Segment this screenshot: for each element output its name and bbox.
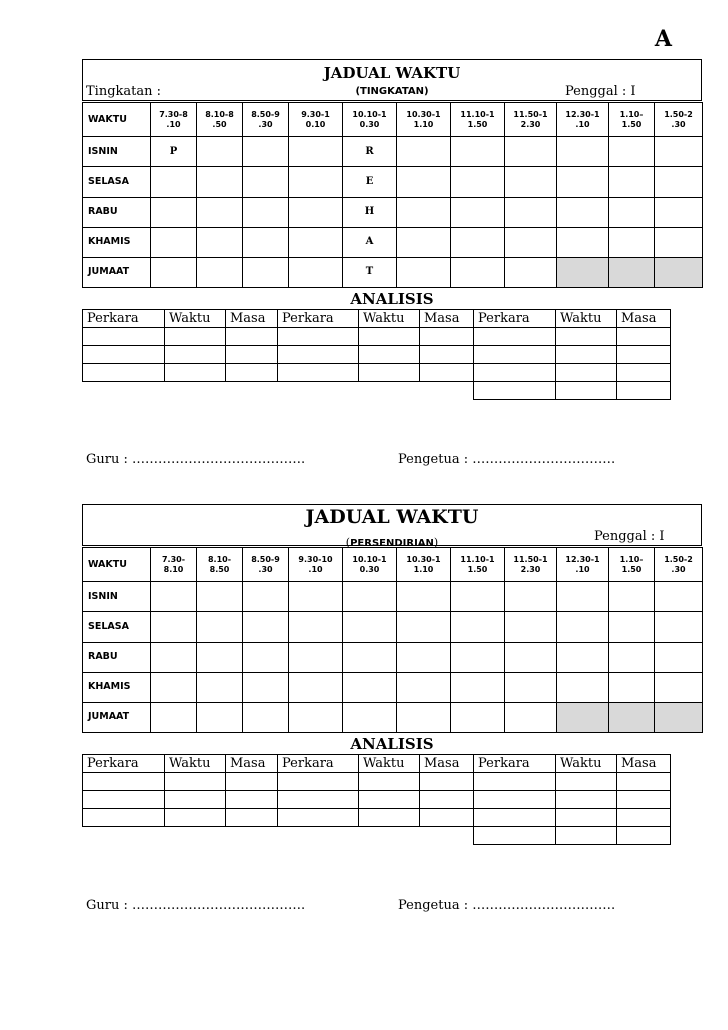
day-label: KHAMIS — [83, 227, 151, 257]
timetable1-title: JADUAL WAKTU — [323, 64, 461, 82]
period-label-line: 8.10 — [163, 564, 184, 574]
period-label-line: 8.10-8 — [205, 109, 234, 119]
slot-cell — [197, 167, 243, 197]
slot-cell — [397, 197, 451, 227]
day-label: ISNIN — [83, 137, 151, 167]
subtitle-text: PERSENDIRIAN — [350, 538, 434, 549]
analisis-header: Masa — [420, 310, 474, 328]
slot-cell — [151, 672, 197, 702]
slot-cell — [451, 672, 505, 702]
pengetua-signature-line: Pengetua : …………………………… — [398, 452, 616, 467]
guru-signature-line: Guru : …………………………………. — [86, 452, 306, 467]
slot-cell — [197, 227, 243, 257]
slot-cell — [451, 612, 505, 642]
period-label-line: 10.30-1 — [406, 554, 441, 564]
period-header — [397, 103, 451, 137]
timetable2-grid — [82, 547, 703, 733]
period-header — [197, 548, 243, 582]
slot-cell — [243, 257, 289, 287]
timetable1-penggal-label: Penggal : I — [565, 84, 636, 99]
period-label-line: 10.30-1 — [406, 109, 441, 119]
analisis1-table — [82, 309, 671, 400]
analisis2-title: ANALISIS — [350, 735, 434, 753]
analisis-header: Perkara — [474, 310, 556, 328]
period-header — [557, 103, 609, 137]
analisis-header: Masa — [617, 310, 671, 328]
slot-cell — [343, 642, 397, 672]
slot-cell — [609, 137, 655, 167]
slot-cell — [343, 612, 397, 642]
period-label-line: 7.30-8 — [159, 109, 188, 119]
slot-cell — [197, 137, 243, 167]
period-label-line: 2.30 — [520, 119, 541, 129]
shaded-cell — [557, 257, 609, 287]
day-label: ISNIN — [83, 582, 151, 612]
slot-cell — [451, 197, 505, 227]
analisis-header: Perkara — [83, 310, 165, 328]
day-label: SELASA — [83, 612, 151, 642]
period-label-line: 11.10-1 — [460, 109, 495, 119]
slot-cell — [451, 582, 505, 612]
shaded-cell — [609, 702, 655, 732]
analisis-header: Masa — [617, 755, 671, 773]
day-label: RABU — [83, 642, 151, 672]
slot-cell — [397, 137, 451, 167]
slot-cell — [655, 672, 703, 702]
slot-cell — [197, 642, 243, 672]
slot-cell — [289, 167, 343, 197]
analisis2-table — [82, 754, 671, 845]
timetable1-subtitle: (TINGKATAN) — [355, 86, 429, 97]
day-label: SELASA — [83, 167, 151, 197]
period-label-line: .10 — [308, 564, 323, 574]
slot-cell — [609, 227, 655, 257]
slot-cell — [655, 582, 703, 612]
period-label-line: 1.50 — [621, 564, 642, 574]
slot-cell — [197, 197, 243, 227]
slot-cell — [151, 197, 197, 227]
slot-cell — [557, 582, 609, 612]
shaded-cell — [655, 257, 703, 287]
slot-cell — [557, 227, 609, 257]
period-label-line: 11.50-1 — [513, 554, 548, 564]
period-label-line: 8.10- — [207, 554, 232, 564]
waktu-header: WAKTU — [83, 548, 151, 582]
slot-cell — [243, 227, 289, 257]
period-header — [243, 548, 289, 582]
period-label-line: .30 — [258, 119, 273, 129]
period-label-line: .10 — [575, 119, 590, 129]
period-label-line: .30 — [671, 564, 686, 574]
period-header — [151, 548, 197, 582]
mark-p: P — [151, 137, 197, 167]
analisis-row — [83, 809, 671, 827]
slot-cell — [397, 612, 451, 642]
period-header — [451, 548, 505, 582]
period-label-line: 1.10 — [413, 119, 434, 129]
slot-cell — [609, 167, 655, 197]
analisis-header: Waktu — [556, 310, 617, 328]
day-label: JUMAAT — [83, 257, 151, 287]
analisis-header: Masa — [420, 755, 474, 773]
slot-cell — [557, 167, 609, 197]
period-header — [151, 103, 197, 137]
slot-cell — [655, 167, 703, 197]
period-label-line: 9.30-10 — [298, 554, 333, 564]
slot-cell — [197, 672, 243, 702]
analisis-header: Perkara — [83, 755, 165, 773]
day-label: KHAMIS — [83, 672, 151, 702]
slot-cell — [397, 257, 451, 287]
period-label-line: 7.30- — [161, 554, 186, 564]
slot-cell — [505, 197, 557, 227]
period-label-line: 0.10 — [305, 119, 326, 129]
period-label-line: 0.30 — [359, 119, 380, 129]
slot-cell — [151, 702, 197, 732]
slot-cell — [289, 672, 343, 702]
slot-cell — [243, 702, 289, 732]
period-label-line: .30 — [671, 119, 686, 129]
analisis-header: Perkara — [474, 755, 556, 773]
slot-cell — [397, 642, 451, 672]
slot-cell — [451, 227, 505, 257]
slot-cell — [397, 167, 451, 197]
period-header — [655, 548, 703, 582]
period-label-line: .50 — [212, 119, 227, 129]
timetable2-penggal-label: Penggal : I — [594, 529, 665, 544]
period-header — [243, 103, 289, 137]
rehat-letter: E — [343, 167, 397, 197]
analisis-row — [83, 827, 671, 845]
slot-cell — [243, 167, 289, 197]
slot-cell — [151, 257, 197, 287]
subtitle-open-paren: ( — [345, 536, 351, 549]
slot-cell — [151, 582, 197, 612]
shaded-cell — [655, 702, 703, 732]
slot-cell — [289, 702, 343, 732]
analisis-header: Waktu — [165, 755, 226, 773]
slot-cell — [289, 227, 343, 257]
slot-cell — [343, 672, 397, 702]
slot-cell — [505, 582, 557, 612]
timetable2-title: JADUAL WAKTU — [305, 506, 479, 528]
slot-cell — [505, 167, 557, 197]
slot-cell — [557, 672, 609, 702]
period-label-line: 1.10 — [413, 564, 434, 574]
period-header — [505, 548, 557, 582]
slot-cell — [289, 612, 343, 642]
period-header — [451, 103, 505, 137]
shaded-cell — [557, 702, 609, 732]
pengetua-signature-line: Pengetua : …………………………… — [398, 898, 616, 913]
slot-cell — [505, 642, 557, 672]
period-header — [397, 548, 451, 582]
analisis-row — [83, 346, 671, 364]
timetable1-grid — [82, 102, 703, 288]
slot-cell — [289, 257, 343, 287]
analisis1-title: ANALISIS — [350, 290, 434, 308]
tingkatan-label: Tingkatan : — [86, 84, 162, 99]
analisis-header: Waktu — [556, 755, 617, 773]
slot-cell — [451, 257, 505, 287]
period-label-line: 9.30-1 — [301, 109, 330, 119]
analisis-row — [83, 382, 671, 400]
slot-cell — [243, 197, 289, 227]
period-header — [289, 103, 343, 137]
slot-cell — [343, 702, 397, 732]
period-header — [343, 103, 397, 137]
period-label-line: 12.30-1 — [565, 554, 600, 564]
slot-cell — [243, 137, 289, 167]
period-label-line: 1.10– — [619, 109, 644, 119]
subtitle-close-paren: ) — [433, 536, 439, 549]
period-label-line: 1.10– — [619, 554, 644, 564]
analisis-header: Waktu — [359, 310, 420, 328]
shaded-cell — [609, 257, 655, 287]
period-label-line: 2.30 — [520, 564, 541, 574]
slot-cell — [151, 167, 197, 197]
slot-cell — [505, 227, 557, 257]
period-header — [289, 548, 343, 582]
waktu-header: WAKTU — [83, 103, 151, 137]
slot-cell — [289, 582, 343, 612]
slot-cell — [289, 137, 343, 167]
slot-cell — [451, 167, 505, 197]
period-label-line: 1.50-2 — [664, 109, 693, 119]
slot-cell — [289, 642, 343, 672]
period-header — [197, 103, 243, 137]
slot-cell — [557, 197, 609, 227]
slot-cell — [451, 137, 505, 167]
slot-cell — [397, 227, 451, 257]
slot-cell — [609, 612, 655, 642]
period-label-line: 10.10-1 — [352, 109, 387, 119]
slot-cell — [655, 642, 703, 672]
slot-cell — [557, 642, 609, 672]
slot-cell — [343, 582, 397, 612]
slot-cell — [397, 672, 451, 702]
slot-cell — [609, 672, 655, 702]
slot-cell — [243, 672, 289, 702]
rehat-letter: A — [343, 227, 397, 257]
corner-letter: A — [654, 26, 672, 52]
analisis-header: Perkara — [278, 310, 359, 328]
analisis-header: Perkara — [278, 755, 359, 773]
period-label-line: 1.50-2 — [664, 554, 693, 564]
analisis-row — [83, 791, 671, 809]
period-label-line: 11.50-1 — [513, 109, 548, 119]
slot-cell — [243, 642, 289, 672]
period-label-line: 1.50 — [467, 564, 488, 574]
slot-cell — [397, 702, 451, 732]
analisis-header: Masa — [226, 755, 278, 773]
slot-cell — [197, 582, 243, 612]
period-label-line: 8.50-9 — [251, 109, 280, 119]
slot-cell — [609, 582, 655, 612]
period-label-line: 0.30 — [359, 564, 380, 574]
slot-cell — [655, 612, 703, 642]
rehat-letter: H — [343, 197, 397, 227]
period-header — [609, 548, 655, 582]
slot-cell — [451, 642, 505, 672]
period-label-line: .30 — [258, 564, 273, 574]
period-label-line: 8.50 — [209, 564, 230, 574]
period-header — [505, 103, 557, 137]
analisis-row — [83, 328, 671, 346]
analisis-row — [83, 773, 671, 791]
period-header — [557, 548, 609, 582]
period-label-line: 1.50 — [467, 119, 488, 129]
rehat-letter: R — [343, 137, 397, 167]
slot-cell — [397, 582, 451, 612]
period-label-line: 11.10-1 — [460, 554, 495, 564]
analisis-header: Masa — [226, 310, 278, 328]
day-label: JUMAAT — [83, 702, 151, 732]
analisis-header: Waktu — [165, 310, 226, 328]
slot-cell — [197, 702, 243, 732]
period-header — [609, 103, 655, 137]
slot-cell — [151, 227, 197, 257]
slot-cell — [557, 612, 609, 642]
slot-cell — [505, 672, 557, 702]
slot-cell — [609, 642, 655, 672]
analisis-header: Waktu — [359, 755, 420, 773]
slot-cell — [151, 642, 197, 672]
period-label-line: 8.50-9 — [251, 554, 280, 564]
slot-cell — [557, 137, 609, 167]
slot-cell — [505, 137, 557, 167]
day-label: RABU — [83, 197, 151, 227]
slot-cell — [655, 197, 703, 227]
slot-cell — [151, 612, 197, 642]
slot-cell — [609, 197, 655, 227]
rehat-letter: T — [343, 257, 397, 287]
slot-cell — [197, 257, 243, 287]
slot-cell — [505, 702, 557, 732]
slot-cell — [505, 257, 557, 287]
slot-cell — [655, 227, 703, 257]
slot-cell — [451, 702, 505, 732]
period-header — [343, 548, 397, 582]
period-header — [655, 103, 703, 137]
guru-signature-line: Guru : …………………………………. — [86, 898, 306, 913]
slot-cell — [505, 612, 557, 642]
slot-cell — [243, 612, 289, 642]
period-label-line: 12.30-1 — [565, 109, 600, 119]
period-label-line: .10 — [575, 564, 590, 574]
analisis-row — [83, 364, 671, 382]
period-label-line: 10.10-1 — [352, 554, 387, 564]
slot-cell — [243, 582, 289, 612]
period-label-line: 1.50 — [621, 119, 642, 129]
slot-cell — [197, 612, 243, 642]
slot-cell — [289, 197, 343, 227]
period-label-line: .10 — [166, 119, 181, 129]
slot-cell — [655, 137, 703, 167]
